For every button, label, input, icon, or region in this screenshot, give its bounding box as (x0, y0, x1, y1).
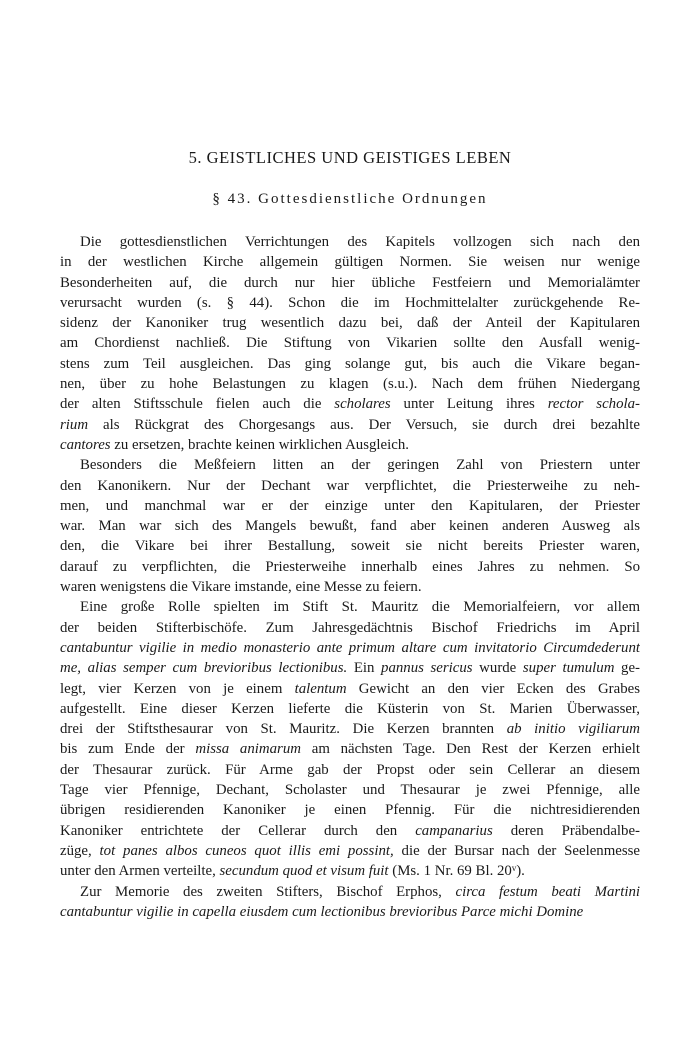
text-line (60, 760, 640, 780)
text-span: Ein (347, 660, 382, 677)
italic-span: me, alias semper cum brevioribus lectionibus. (60, 660, 348, 677)
italic-span: ab initio vigiliarum (506, 721, 640, 738)
italic-span: tot panes albos cuneos quot illis emi possint, (99, 842, 394, 859)
text-line (60, 800, 640, 820)
text-span: der Thesaurar zurück. Für Arme gab der Propst oder sein Cellerar an diesem (60, 761, 640, 778)
chapter-heading: 5. GEISTLICHES UND GEISTIGES LEBEN (188, 148, 512, 167)
italic-span: cantabuntur vigilie in medio monasterio ante primum altare cum invitatorio Circumdederunt (60, 639, 640, 656)
italic-span: scholares (334, 396, 391, 413)
text-line (60, 354, 640, 374)
text-span: züge, (60, 842, 100, 859)
text-span: (Ms. 1 Nr. 69 Bl. 20ᵛ). (388, 863, 525, 880)
text-line (60, 536, 640, 556)
text-span: men, und manchmal war er der einzige unter den Kapitularen, der Priester (60, 497, 640, 514)
paragraph (60, 882, 640, 923)
text-span: als Rückgrat des Chorgesangs aus. Der Versuch, sie durch drei bezahlte (88, 416, 640, 433)
text-line (60, 618, 640, 638)
section-heading: § 43. Gottesdienstliche Ordnungen (212, 191, 488, 207)
italic-span: campanarius (415, 822, 493, 839)
text-line (60, 658, 640, 678)
text-line (60, 273, 640, 293)
text-span: unter Leitung ihres (390, 396, 548, 413)
italic-span: pannus sericus (381, 660, 473, 677)
text-span: verursacht wurden (s. § 44). Schon die im Hochmittelalter zurückgehende Re- (60, 294, 640, 311)
text-span: der beiden Stifterbischöfe. Zum Jahresgedächtnis Bischof Friedrichs im April (60, 619, 640, 636)
text-span: Besonderheiten auf, die durch nur hier übliche Festfeiern und Memorialämter (60, 274, 640, 291)
text-line (60, 739, 640, 759)
text-span: Zur Memorie des zweiten Stifters, Bischof Erphos, (80, 883, 456, 900)
text-span: zu ersetzen, brachte keinen wirklichen Ausgleich. (110, 436, 409, 453)
paragraph (60, 597, 640, 881)
text-line (60, 415, 640, 435)
text-line (60, 516, 640, 536)
paragraph (60, 232, 640, 455)
text-span: unter den Armen verteilte, (60, 863, 220, 880)
text-line (60, 638, 640, 658)
text-span: war. Man war sich des Mangels bewußt, fand aber keinen anderen Ausweg als (60, 518, 640, 535)
text-span: den, die Vikare bei ihrer Bestallung, soweit sie nicht bereits Priester waren, (60, 538, 640, 555)
text-span: Besonders die Meßfeiern litten an der geringen Zahl von Priestern unter (80, 457, 640, 474)
text-span: legt, vier Kerzen von je einem (60, 680, 295, 697)
text-span: waren wenigstens die Vikare imstande, eine Messe zu feiern. (60, 579, 422, 596)
text-span: stens zum Teil ausgleichen. Das ging solange gut, bis auch die Vikare began- (60, 355, 640, 372)
text-span: drei der Stiftsthesaurar von St. Mauritz. Die Kerzen brannten (60, 721, 507, 738)
text-line (60, 476, 640, 496)
text-line (60, 455, 640, 475)
text-span: am nächsten Tage. Den Rest der Kerzen erhielt (300, 741, 640, 758)
text-span: Tage vier Pfennige, Dechant, Scholaster und Thesaurar je zwei Pfennige, alle (60, 782, 640, 799)
text-span: nen, über zu hohe Belastungen zu klagen (s.u.). Nach dem frühen Niedergang (60, 376, 640, 393)
italic-span: cantores (60, 436, 111, 453)
text-span: Kanoniker entrichtete der Cellerar durch den (60, 822, 416, 839)
text-line (60, 699, 640, 719)
text-line (60, 679, 640, 699)
body-text (60, 232, 640, 922)
italic-span: talentum (294, 680, 347, 697)
text-line (60, 902, 640, 922)
italic-span: secundum quod et visum fuit (219, 863, 389, 880)
text-span: ge- (614, 660, 640, 677)
italic-span: circa festum beati Martini (455, 883, 640, 900)
text-line (60, 841, 640, 861)
italic-span: missa animarum (195, 741, 301, 758)
text-span: bis zum Ende der (60, 741, 196, 758)
text-line (60, 435, 640, 455)
paragraph (60, 455, 640, 597)
text-line (60, 232, 640, 252)
text-span: übrigen residierenden Kanoniker je einen Pfennig. Für die nichtresidierenden (60, 802, 640, 819)
text-line (60, 780, 640, 800)
text-line (60, 557, 640, 577)
text-span: Eine große Rolle spielten im Stift St. Mauritz die Memorialfeiern, vor allem (80, 599, 640, 616)
text-line (60, 313, 640, 333)
text-line (60, 719, 640, 739)
text-line (60, 496, 640, 516)
text-line (60, 577, 640, 597)
text-line (60, 374, 640, 394)
text-line (60, 821, 640, 841)
text-line (60, 882, 640, 902)
text-span: in der westlichen Kirche allgemein gültigen Normen. Sie weisen nur wenige (60, 254, 640, 271)
italic-span: super tumulum (522, 660, 615, 677)
text-line (60, 394, 640, 414)
italic-span: rium (60, 416, 89, 433)
text-span: sidenz der Kanoniker trug wesentlich dazu bei, daß der Anteil der Kapitularen (60, 315, 640, 332)
text-span: wurde (472, 660, 523, 677)
italic-span: rector schola- (547, 396, 640, 413)
text-line (60, 861, 640, 881)
text-line (60, 252, 640, 272)
text-span: darauf zu verpflichten, die Priesterweihe innerhalb eines Jahres zu nehmen. So (60, 558, 640, 575)
text-span: den Kanonikern. Nur der Dechant war verpflichtet, die Priesterweihe zu neh- (60, 477, 640, 494)
text-span: Gewicht an den vier Ecken des Grabes (346, 680, 640, 697)
text-span: Die gottesdienstlichen Verrichtungen des Kapitels vollzogen sich nach den (80, 234, 640, 250)
text-span: deren Präbendalbe- (492, 822, 640, 839)
text-line (60, 597, 640, 617)
text-span: aufgestellt. Eine dieser Kerzen lieferte die Küsterin von St. Marien Überwasser, (60, 700, 640, 717)
italic-span: cantabuntur vigilie in capella eiusdem cum lectionibus brevioribus Parce michi Domine (60, 903, 584, 920)
text-span: am Chordienst nachließ. Die Stiftung von Vikarien sollte den Ausfall wenig- (60, 335, 640, 352)
text-span: die der Bursar nach der Seelenmesse (393, 842, 640, 859)
text-span: der alten Stiftsschule fielen auch die (60, 396, 335, 413)
text-line (60, 333, 640, 353)
text-line (60, 293, 640, 313)
